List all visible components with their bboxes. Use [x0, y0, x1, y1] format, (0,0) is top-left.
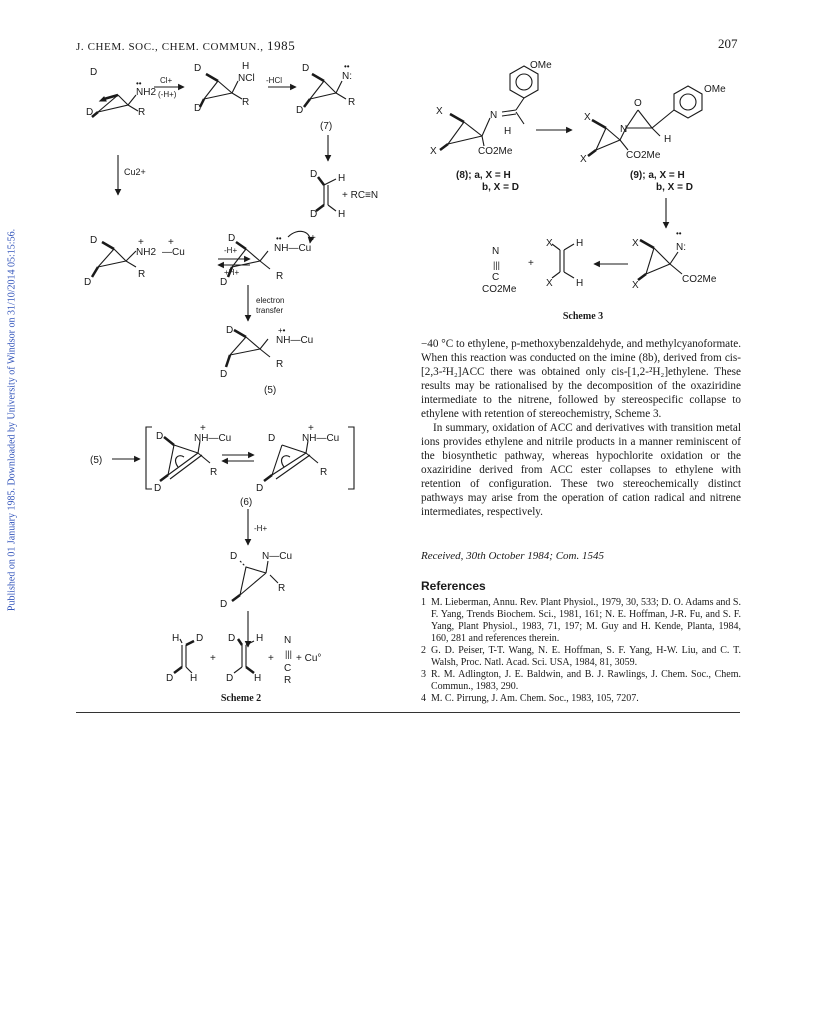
atom-label: X: [584, 112, 591, 123]
scheme-3-diagram: [420, 58, 750, 308]
copper-product: + Cu°: [296, 653, 322, 664]
amine-copper-group: NH—Cu: [194, 433, 232, 444]
compound-label: (6): [240, 497, 253, 508]
atom-label: X: [430, 146, 437, 157]
atom-label: H: [172, 633, 180, 644]
atom-label: D: [220, 599, 228, 610]
atom-label: D: [310, 209, 318, 220]
compound-label: (7): [320, 121, 333, 132]
triple-bond: |||: [285, 649, 293, 659]
atom-label: D: [268, 433, 276, 444]
atom-label: R: [348, 97, 356, 108]
atom-label: D: [84, 277, 92, 288]
atom-label: C: [492, 272, 500, 283]
compound-8a-label: (8); a, X = H: [456, 170, 511, 181]
reagent-label: Cu2+: [124, 167, 146, 177]
amine-copper-group: NH—Cu: [276, 335, 314, 346]
lone-pair: ••: [676, 229, 682, 238]
amine-copper-group: NH—Cu: [274, 243, 312, 254]
atom-label: X: [632, 280, 639, 291]
atom-label: H: [338, 173, 346, 184]
atom-label: R: [138, 269, 146, 280]
atom-label: D: [226, 325, 234, 336]
reagent-label: electron: [256, 296, 285, 305]
reference-text: R. M. Adlington, J. E. Baldwin, and B. J. Rawlings, J. Chem. Soc., Chem. Commun., 1983, 290.: [431, 669, 741, 692]
atom-label: H: [664, 134, 672, 145]
journal-year: 1985: [266, 38, 296, 53]
imine-copper-group: N—Cu: [262, 551, 293, 562]
atom-label: D: [302, 63, 310, 74]
body-text: [421, 337, 741, 519]
atom-label: H: [254, 673, 262, 684]
journal-name: J. CHEM. SOC., CHEM. COMMUN.,: [76, 41, 264, 53]
chloramine-group: NCl: [238, 73, 255, 84]
atom-label: H: [576, 238, 584, 249]
reference-item: [421, 645, 741, 669]
nitrene-group: N:: [676, 242, 686, 253]
reagent-label: Cl+: [160, 76, 173, 85]
charge-label: +: [168, 237, 174, 248]
download-watermark: [2, 210, 22, 630]
atom-label: R: [242, 97, 250, 108]
page-number: 207: [718, 36, 738, 51]
atom-label: D: [256, 483, 264, 494]
triple-bond: |||: [493, 260, 501, 270]
atom-label: X: [436, 106, 443, 117]
amine-copper-group: NH2: [136, 247, 157, 258]
atom-label: D: [194, 63, 202, 74]
atom-label: R: [210, 467, 218, 478]
atom-label: H: [242, 61, 250, 72]
compound-9a-label: (9); a, X = H: [630, 170, 685, 181]
atom-label: R: [138, 107, 146, 118]
atom-label: D: [90, 67, 98, 78]
atom-label: H: [576, 278, 584, 289]
methoxy-label: OMe: [704, 84, 726, 95]
charge-label: +: [138, 237, 144, 248]
ester-label: CO2Me: [682, 274, 717, 285]
ester-label: CO2Me: [482, 284, 517, 295]
atom-label: R: [276, 359, 284, 370]
compound-label: (5): [90, 455, 103, 466]
atom-label: D: [310, 169, 318, 180]
bottom-rule: [76, 712, 740, 713]
atom-label: D: [220, 277, 228, 288]
atom-label: X: [546, 238, 553, 249]
reference-text: G. D. Peiser, T-T. Wang, N. E. Hoffman, S. F. Yang, H-W. Liu, and C. T. Walsh, Proc. Natl. Acad. Sci. USA, 1984, 81, 3059.: [431, 645, 741, 668]
reference-item: [421, 669, 741, 693]
references-list: [421, 597, 741, 705]
scheme-3-caption: Scheme 3: [562, 311, 604, 322]
reagent-label: -HCl: [266, 76, 282, 85]
amine-copper-group: NH—Cu: [302, 433, 340, 444]
reagent-label: -H+: [224, 246, 238, 255]
atom-label: D: [154, 483, 162, 494]
reference-number: 2: [421, 645, 426, 656]
paragraph-2: In summary, oxidation of ACC and derivatives with transition metal ions provides ethylene and nitrile products in a manner reminiscent of the biosynthetic pathway, whereas hypochlorite oxidation or the oxaziridine derived from ACC ester collapses to ethylene with retention of configuration. These two stereochemically distinct pathways may arise from the operation of cation radical and nitrene intermediates, respectively.: [421, 422, 741, 518]
reference-number: 3: [421, 669, 426, 680]
methoxy-label: OMe: [530, 60, 552, 71]
reference-item: [421, 693, 741, 705]
reagent-label: -H+: [254, 524, 268, 533]
atom-label: R: [276, 271, 284, 282]
atom-label: D: [194, 103, 202, 114]
atom-label: D: [156, 431, 164, 442]
reference-number: 1: [421, 597, 426, 608]
atom-label: D: [228, 633, 236, 644]
compound-label: (5): [264, 385, 277, 396]
scheme-2-caption: Scheme 2: [220, 693, 262, 704]
amine-group: NH2: [136, 87, 157, 98]
atom-label: X: [546, 278, 553, 289]
reagent-label: +H+: [224, 268, 240, 277]
received-line: Received, 30th October 1984; Com. 1545: [421, 550, 604, 562]
atom-label: R: [320, 467, 328, 478]
atom-label: D: [230, 551, 238, 562]
atom-label: N: [490, 110, 498, 121]
ester-label: CO2Me: [478, 146, 513, 157]
atom-label: D: [196, 633, 204, 644]
atom-label: R: [278, 583, 286, 594]
atom-label: D: [296, 105, 304, 116]
charge-label: +•: [278, 326, 286, 335]
reference-item: [421, 597, 741, 645]
atom-label: N: [492, 246, 500, 257]
lone-pair: ••: [136, 79, 142, 88]
reference-number: 4: [421, 693, 426, 704]
compound-8b-label: b, X = D: [482, 182, 519, 193]
nitrile-product: + RC≡N: [342, 190, 379, 201]
lone-pair: ••: [344, 62, 350, 71]
atom-label: D: [166, 673, 174, 684]
charge-label: +: [200, 423, 206, 434]
paragraph-1: −40 °C to ethylene, p-methoxybenzaldehyde, and methylcyanoformate. When this reaction was conducted on the imine (8b), derived from cis-[2,3-²H₂]ACC there was obtained only cis-[1,2-²H₂]ethylene. These results may be rationalised by the decomposition of the oxaziridine intermediate to the nitrene, followed by stereospecific collapse to ethylene with retention of stereochemistry, Scheme 3.: [421, 338, 741, 420]
reference-text: M. C. Pirrung, J. Am. Chem. Soc., 1983, 105, 7207.: [431, 693, 639, 704]
scheme-2-diagram: [70, 55, 400, 715]
plus-sign: +: [268, 653, 274, 664]
atom-label: D: [226, 673, 234, 684]
atom-label: H: [256, 633, 264, 644]
atom-label: D: [90, 235, 98, 246]
references-heading: References: [421, 579, 486, 593]
plus-sign: +: [210, 653, 216, 664]
reference-text: M. Lieberman, Annu. Rev. Plant Physiol., 1979, 30, 533; D. O. Adams and S. F. Yang, Trends Biochem. Sci., 1981, 161; N. E. Hoffman, J-R. Fu, and S. F. Yang, Plant Physiol., 1983, 71, 197; M. Guy and H. Kende, Planta, 1984, 160, 281 and references therein.: [431, 597, 741, 644]
atom-label: H: [338, 209, 346, 220]
atom-label: H: [504, 126, 512, 137]
atom-label: D: [86, 107, 94, 118]
atom-label: X: [580, 154, 587, 165]
atom-label: N: [620, 124, 628, 135]
atom-label: X: [632, 238, 639, 249]
atom-label: O: [634, 98, 642, 109]
plus-sign: +: [528, 258, 534, 269]
charge-label: +: [308, 423, 314, 434]
atom-label: D: [228, 233, 236, 244]
nitrene-group: N:: [342, 71, 352, 82]
download-watermark-text: Published on 01 January 1985. Downloaded by University of Windsor on 31/10/2014 05:15:56.: [6, 228, 18, 612]
compound-9b-label: b, X = D: [656, 182, 693, 193]
charge-label: +: [310, 233, 316, 244]
reagent-label: transfer: [256, 306, 284, 315]
copper-label: —Cu: [162, 247, 185, 258]
ester-label: CO2Me: [626, 150, 661, 161]
lone-pair: ••: [276, 234, 282, 243]
atom-label: C: [284, 663, 292, 674]
atom-label: N: [284, 635, 292, 646]
reagent-label: (-H+): [158, 90, 177, 99]
atom-label: H: [190, 673, 198, 684]
running-header: [76, 38, 295, 54]
atom-label: D: [220, 369, 228, 380]
atom-label: R: [284, 675, 292, 686]
